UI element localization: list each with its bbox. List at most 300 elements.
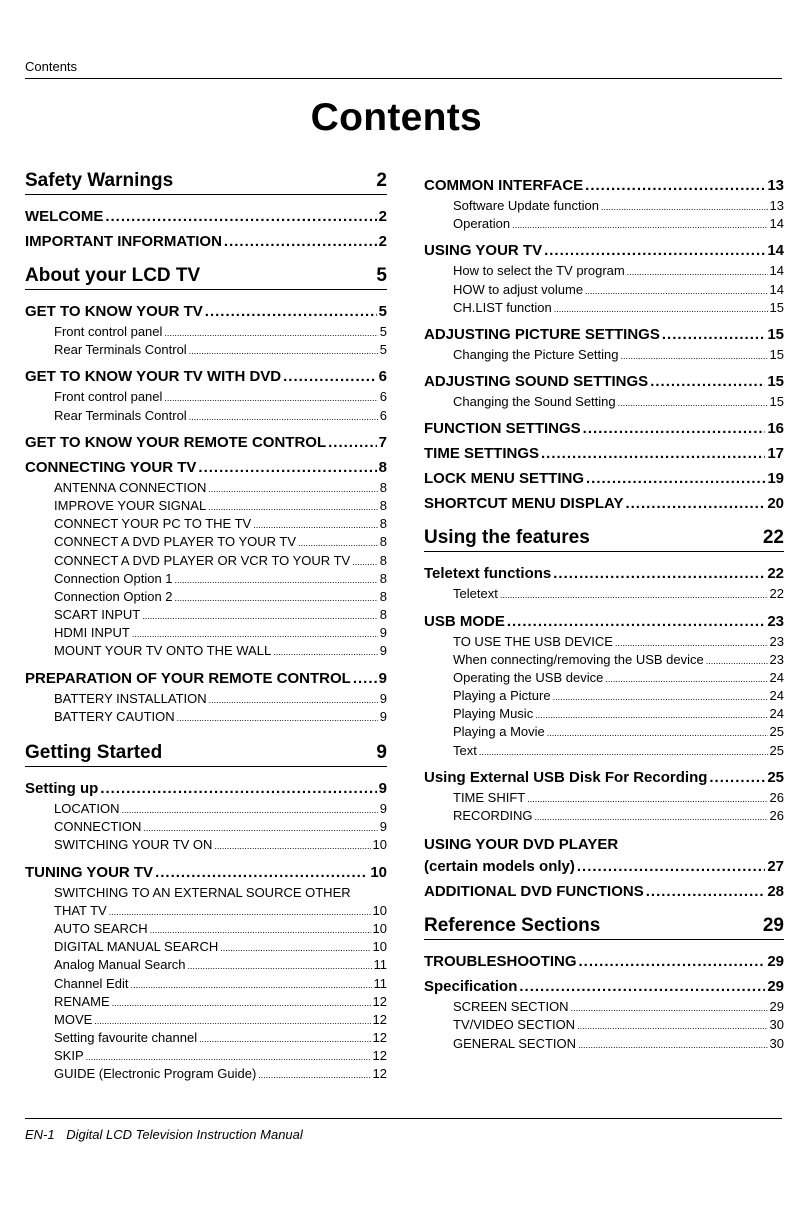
- toc-subentry-improve-your-signal-label: IMPROVE YOUR SIGNAL: [54, 497, 207, 513]
- toc-subentry-connect-a-dvd-player-to-your-tv[interactable]: [25, 534, 387, 552]
- toc-subentry-software-update-function-label: Software Update function: [453, 198, 599, 213]
- toc-entry-shortcut-menu-display-page-number: 20: [767, 495, 784, 513]
- toc-entry-adjusting-picture-settings[interactable]: [424, 319, 784, 344]
- toc-entry-troubleshooting[interactable]: [424, 946, 784, 971]
- toc-subentry-connection-page-number: 9: [379, 819, 387, 835]
- toc-entry-lock-menu-setting-label: LOCK MENU SETTING: [424, 470, 584, 488]
- toc-subentries: [25, 882, 387, 1086]
- dot-leader: [352, 557, 378, 567]
- toc-subentries: [25, 386, 387, 426]
- toc-subentry-connection-option-2[interactable]: [25, 589, 387, 607]
- dot-leader: [130, 980, 371, 990]
- dot-leader: [164, 328, 377, 338]
- toc-subentry-rear-terminals-control[interactable]: [25, 408, 387, 426]
- toc-entry-shortcut-menu-display[interactable]: [424, 488, 784, 513]
- dot-leader: [579, 953, 766, 970]
- toc-subentry-rear-terminals-control-label: Rear Terminals Control: [54, 407, 187, 423]
- toc-subentry-scart-input-label: SCART INPUT: [54, 607, 141, 623]
- toc-subentry-connect-your-pc-to-the-tv[interactable]: [25, 516, 387, 534]
- toc-subentry-when-connecting-removing-the-usb-device[interactable]: [424, 652, 784, 670]
- toc-subentry-front-control-panel-label: Front control panel: [54, 324, 163, 339]
- toc-subentry-when-connecting-removing-the-usb-device-page-number: 23: [769, 651, 784, 667]
- toc-entry-additional-dvd-functions[interactable]: [424, 876, 784, 901]
- toc-subentry-tv-video-section[interactable]: [424, 1017, 784, 1035]
- dot-leader: [155, 864, 368, 881]
- toc-subentry-improve-your-signal[interactable]: [25, 498, 387, 516]
- dot-leader: [164, 393, 377, 403]
- toc-subentry-analog-manual-search-label: Analog Manual Search: [54, 957, 186, 973]
- toc-subentry-rename-label: RENAME: [54, 993, 110, 1009]
- toc-entry-teletext-functions-page-number: 22: [767, 565, 784, 583]
- dot-leader: [578, 1040, 767, 1050]
- toc-entry-welcome-label: WELCOME: [25, 208, 104, 225]
- toc-entry-using-external-usb-disk-for-recording-label: Using External USB Disk For Recording: [424, 768, 708, 786]
- toc-subentry-hdmi-input-page-number: 9: [379, 625, 387, 641]
- toc-entry-specification[interactable]: [424, 971, 784, 996]
- toc-entry-using-your-dvd-player[interactable]: [424, 833, 784, 876]
- toc-subentry-connection-option-2-page-number: 8: [379, 588, 387, 604]
- toc-subentry-operating-the-usb-device[interactable]: [424, 670, 784, 688]
- dot-leader: [132, 629, 378, 639]
- toc-subentry-when-connecting-removing-the-usb-device-label: When connecting/removing the USB device: [453, 651, 704, 667]
- footer-manual-title: Digital LCD Television Instruction Manual: [66, 1127, 303, 1142]
- toc-entry-setting-up[interactable]: [25, 773, 387, 798]
- footer: [25, 1127, 303, 1142]
- toc-entry-common-interface-page-number: 13: [767, 177, 784, 194]
- toc-entry-teletext-functions[interactable]: [424, 558, 784, 583]
- toc-entry-get-to-know-your-tv-page-number: 5: [378, 303, 387, 320]
- toc-entry-teletext-functions-label: Teletext functions: [424, 565, 552, 583]
- toc-subentry-changing-the-picture-setting[interactable]: [424, 347, 784, 365]
- toc-subentry-analog-manual-search-page-number: 11: [373, 957, 387, 973]
- toc-entry-page-number: 27: [767, 858, 784, 876]
- toc-subentry-connection-option-1-label: Connection Option 1: [54, 570, 173, 586]
- dot-leader: [500, 590, 768, 600]
- toc-entry-get-to-know-your-tv[interactable]: [25, 296, 387, 321]
- toc-subentry-setting-favourite-channel[interactable]: [25, 1030, 387, 1048]
- toc-entry-setting-up-label: Setting up: [25, 780, 99, 797]
- dot-leader: [541, 445, 765, 462]
- toc-subentry-that-tv-page-number: 10: [372, 902, 387, 918]
- toc-subentry-switching-your-tv-on[interactable]: [25, 837, 387, 855]
- toc-entry-adjusting-sound-settings[interactable]: [424, 366, 784, 391]
- toc-subentry-antenna-connection-label: ANTENNA CONNECTION: [54, 479, 207, 495]
- toc-entry-get-to-know-your-tv-with-dvd[interactable]: [25, 361, 387, 386]
- toc-subentry-skip[interactable]: [25, 1048, 387, 1066]
- toc-entry-get-to-know-your-tv-with-dvd-label: GET TO KNOW YOUR TV WITH DVD: [25, 368, 282, 386]
- dot-leader: [224, 233, 377, 250]
- toc-subentry-connect-a-dvd-player-or-vcr-to-your-tv[interactable]: [25, 553, 387, 571]
- toc-entry-get-to-know-your-remote-control-page-number: 7: [378, 433, 387, 451]
- dot-leader: [209, 695, 378, 705]
- toc-entry-preparation-of-your-remote-control-page-number: 9: [378, 669, 387, 687]
- toc-subentry-auto-search-page-number: 10: [372, 920, 387, 936]
- toc-entry-connecting-your-tv[interactable]: [25, 452, 387, 477]
- toc-subentry-antenna-connection-page-number: 8: [379, 479, 387, 495]
- dot-leader: [554, 304, 768, 314]
- dot-leader: [177, 713, 378, 723]
- toc-subentry-general-section-label: GENERAL SECTION: [453, 1035, 577, 1051]
- toc-subentry-rear-terminals-control-page-number: 5: [379, 342, 387, 358]
- toc-subentry-software-update-function-page-number: 13: [769, 198, 784, 213]
- toc-subentry-skip-label: SKIP: [54, 1048, 84, 1064]
- toc-entry-tuning-your-tv[interactable]: [25, 857, 387, 882]
- dot-leader: [253, 520, 378, 530]
- toc-subentry-general-section-page-number: 30: [769, 1035, 784, 1051]
- toc-entry-get-to-know-your-tv-with-dvd-page-number: 6: [378, 368, 387, 386]
- toc-subentry-digital-manual-search[interactable]: [25, 939, 387, 957]
- toc-subentry-battery-caution[interactable]: [25, 709, 387, 727]
- toc-subentry-operation-page-number: 14: [769, 216, 784, 232]
- toc-subentry-operation[interactable]: [424, 216, 784, 234]
- toc-subentry-playing-music-label: Playing Music: [453, 706, 534, 722]
- toc-subentries: [424, 260, 784, 319]
- dot-leader: [534, 812, 767, 822]
- bottom-rule: [25, 1118, 782, 1119]
- dot-leader: [100, 780, 376, 797]
- toc-subentry-switching-to-an-external-source-other[interactable]: [25, 885, 387, 903]
- toc-subentry-rename-page-number: 12: [372, 993, 387, 1009]
- toc-entry-lock-menu-setting-page-number: 19: [767, 470, 784, 488]
- toc-subentry-screen-section[interactable]: [424, 999, 784, 1017]
- toc-subentry-text[interactable]: [424, 743, 784, 761]
- dot-leader: [535, 710, 767, 720]
- toc-subentry-software-update-function[interactable]: [424, 198, 784, 216]
- dot-leader: [142, 611, 378, 621]
- section-heading-label: Getting Started: [25, 742, 163, 763]
- toc-subentry-location-label: LOCATION: [54, 801, 120, 816]
- dot-leader: [175, 575, 378, 585]
- toc-subentry-switching-your-tv-on-label: SWITCHING YOUR TV ON: [54, 837, 213, 853]
- toc-entry-time-settings-page-number: 17: [767, 445, 784, 463]
- toc-subentries: [424, 631, 784, 762]
- toc-subentry-changing-the-sound-setting[interactable]: [424, 394, 784, 412]
- dot-leader: [189, 412, 378, 422]
- toc-entry-preparation-of-your-remote-control[interactable]: [25, 663, 387, 688]
- toc-subentry-playing-a-picture-page-number: 24: [769, 688, 784, 704]
- toc-subentry-guide-electronic-program-guide-page-number: 12: [372, 1066, 387, 1082]
- running-head: Contents: [25, 59, 78, 74]
- toc-entry-connecting-your-tv-label: CONNECTING YOUR TV: [25, 458, 197, 476]
- toc-subentry-hdmi-input[interactable]: [25, 625, 387, 643]
- dot-leader: [109, 907, 371, 917]
- toc-entry-usb-mode-label: USB MODE: [424, 612, 505, 630]
- toc-subentries: [424, 344, 784, 366]
- toc-subentry-playing-a-movie[interactable]: [424, 724, 784, 742]
- toc-subentry-connect-a-dvd-player-or-vcr-to-your-tv-label: CONNECT A DVD PLAYER OR VCR TO YOUR TV: [54, 552, 351, 568]
- toc-subentry-operating-the-usb-device-page-number: 24: [769, 669, 784, 685]
- toc-subentry-playing-a-picture[interactable]: [424, 688, 784, 706]
- toc-subentry-skip-page-number: 12: [372, 1048, 387, 1064]
- toc-subentry-to-use-the-usb-device[interactable]: [424, 634, 784, 652]
- dot-leader: [507, 613, 765, 630]
- toc-subentry-battery-installation[interactable]: [25, 691, 387, 709]
- toc-subentry-front-control-panel-label: Front control panel: [54, 389, 163, 405]
- toc-entry-shortcut-menu-display-label: SHORTCUT MENU DISPLAY: [424, 495, 624, 513]
- toc-subentry-connection-option-2-label: Connection Option 2: [54, 588, 173, 604]
- toc-entry-using-your-tv[interactable]: [424, 235, 784, 260]
- toc-subentry-auto-search[interactable]: [25, 921, 387, 939]
- dot-leader: [706, 656, 768, 666]
- dot-leader: [585, 286, 767, 296]
- toc-subentry-digital-manual-search-label: DIGITAL MANUAL SEARCH: [54, 939, 219, 955]
- toc-subentry-recording[interactable]: [424, 808, 784, 826]
- toc-entry-using-external-usb-disk-for-recording-page-number: 25: [767, 768, 784, 786]
- toc-entry-time-settings-label: TIME SETTINGS: [424, 445, 540, 463]
- dot-leader: [650, 373, 765, 390]
- toc-subentry-screen-section-label: SCREEN SECTION: [453, 999, 569, 1015]
- dot-leader: [122, 805, 378, 815]
- toc-subentry-operation-label: Operation: [453, 216, 511, 232]
- toc-subentry-switching-to-an-external-source-other-label: SWITCHING TO AN EXTERNAL SOURCE OTHER: [54, 884, 351, 900]
- dot-leader: [208, 502, 378, 512]
- dot-leader: [188, 961, 372, 971]
- toc-entry-welcome-page-number: 2: [378, 208, 387, 225]
- toc-entry-get-to-know-your-remote-control[interactable]: [25, 427, 387, 452]
- section-page-number: 22: [762, 527, 784, 549]
- section-heading-getting-started[interactable]: [25, 742, 387, 767]
- toc-entry-get-to-know-your-tv-label: GET TO KNOW YOUR TV: [25, 303, 203, 320]
- dot-leader: [662, 326, 765, 343]
- toc-subentries: [424, 996, 784, 1055]
- toc-entry-setting-up-page-number: 9: [378, 780, 387, 797]
- toc-subentry-changing-the-picture-setting-label: Changing the Picture Setting: [453, 346, 619, 362]
- toc-subentry-how-to-select-the-tv-program-page-number: 14: [769, 263, 784, 279]
- toc-subentry-playing-a-movie-label: Playing a Movie: [453, 724, 545, 740]
- toc-subentry-text-page-number: 25: [769, 742, 784, 758]
- toc-subentry-rear-terminals-control-page-number: 6: [379, 407, 387, 423]
- toc-subentry-operating-the-usb-device-label: Operating the USB device: [453, 669, 604, 685]
- toc-subentry-rename[interactable]: [25, 994, 387, 1012]
- toc-subentry-playing-music-page-number: 24: [769, 706, 784, 722]
- toc-entry-usb-mode-page-number: 23: [767, 612, 784, 630]
- toc-entry-common-interface[interactable]: [424, 170, 784, 195]
- dot-leader: [512, 220, 767, 230]
- toc-subentry-mount-your-tv-onto-the-wall-label: MOUNT YOUR TV ONTO THE WALL: [54, 643, 272, 659]
- toc-entry-using-external-usb-disk-for-recording[interactable]: [424, 762, 784, 787]
- toc-subentry-connection-label: CONNECTION: [54, 819, 142, 835]
- toc-subentry-how-to-adjust-volume-label: HOW to adjust volume: [453, 281, 584, 297]
- toc-subentries: [25, 477, 387, 663]
- toc-subentry-playing-a-picture-label: Playing a Picture: [453, 688, 551, 704]
- toc-subentry-time-shift-page-number: 26: [769, 789, 784, 805]
- dot-leader: [544, 242, 765, 259]
- dot-leader: [220, 943, 370, 953]
- toc-entry-time-settings[interactable]: [424, 438, 784, 463]
- toc-subentry-analog-manual-search[interactable]: [25, 957, 387, 975]
- toc-subentry-ch-list-function-label: CH.LIST function: [453, 299, 552, 315]
- toc-subentry-connect-your-pc-to-the-tv-label: CONNECT YOUR PC TO THE TV: [54, 516, 252, 532]
- toc-subentry-improve-your-signal-page-number: 8: [379, 497, 387, 513]
- toc-subentry-time-shift-label: TIME SHIFT: [453, 789, 526, 805]
- toc-subentries: [424, 583, 784, 605]
- toc-subentry-changing-the-picture-setting-page-number: 15: [769, 346, 784, 362]
- page-title: Contents: [310, 96, 482, 139]
- toc-subentry-scart-input[interactable]: [25, 607, 387, 625]
- toc-entry-adjusting-sound-settings-label: ADJUSTING SOUND SETTINGS: [424, 373, 649, 391]
- toc-subentry-connect-your-pc-to-the-tv-page-number: 8: [379, 516, 387, 532]
- toc-subentry-setting-favourite-channel-label: Setting favourite channel: [54, 1030, 198, 1046]
- toc-subentry-teletext-page-number: 22: [769, 586, 784, 602]
- toc-subentry-tv-video-section-page-number: 30: [769, 1017, 784, 1033]
- toc-subentries: [424, 787, 784, 827]
- dot-leader: [205, 303, 377, 320]
- toc-subentry-connection[interactable]: [25, 819, 387, 837]
- dot-leader: [553, 565, 765, 582]
- toc-entry-additional-dvd-functions-page-number: 28: [767, 883, 784, 901]
- dot-leader: [214, 841, 370, 851]
- toc-entry-preparation-of-your-remote-control-label: PREPARATION OF YOUR REMOTE CONTROL: [25, 669, 351, 687]
- toc-subentry-battery-caution-page-number: 9: [379, 708, 387, 724]
- toc-subentries: [25, 688, 387, 728]
- toc-entry-function-settings-label: FUNCTION SETTINGS: [424, 420, 581, 438]
- toc-entry-function-settings-page-number: 16: [767, 420, 784, 438]
- toc-subentry-general-section[interactable]: [424, 1036, 784, 1054]
- section-heading-about-your-lcd-tv[interactable]: [25, 265, 387, 290]
- toc-entry-line-1: USING YOUR DVD PLAYER: [424, 836, 619, 854]
- toc-entry-connecting-your-tv-page-number: 8: [378, 458, 387, 476]
- dot-leader: [143, 823, 377, 833]
- dot-leader: [189, 346, 378, 356]
- toc-subentry-rear-terminals-control[interactable]: [25, 342, 387, 360]
- toc-subentry-digital-manual-search-page-number: 10: [372, 939, 387, 955]
- toc-subentry-screen-section-page-number: 29: [769, 999, 784, 1015]
- dot-leader: [585, 177, 765, 194]
- toc-subentry-battery-installation-page-number: 9: [379, 690, 387, 706]
- toc-subentry-mount-your-tv-onto-the-wall[interactable]: [25, 643, 387, 661]
- toc-subentry-connect-a-dvd-player-or-vcr-to-your-tv-page-number: 8: [379, 552, 387, 568]
- dot-leader: [86, 1052, 371, 1062]
- section-heading-safety-warnings[interactable]: [25, 170, 387, 195]
- toc-entry-using-your-tv-label: USING YOUR TV: [424, 242, 543, 260]
- section-page-number: 29: [762, 915, 784, 937]
- dot-leader: [553, 692, 768, 702]
- toc-entry-important-information[interactable]: [25, 226, 387, 251]
- toc-subentry-battery-installation-label: BATTERY INSTALLATION: [54, 690, 207, 706]
- toc-entry-using-your-tv-page-number: 14: [767, 242, 784, 260]
- toc-entry-tuning-your-tv-label: TUNING YOUR TV: [25, 863, 154, 881]
- section-heading-reference-sections[interactable]: [424, 915, 784, 940]
- dot-leader: [199, 1034, 370, 1044]
- toc-subentry-to-use-the-usb-device-label: TO USE THE USB DEVICE: [453, 633, 613, 649]
- toc-subentry-how-to-adjust-volume-page-number: 14: [769, 281, 784, 297]
- dot-leader: [627, 267, 768, 277]
- toc-entry-usb-mode[interactable]: [424, 606, 784, 631]
- toc-subentry-text-label: Text: [453, 742, 477, 758]
- toc-subentry-that-tv[interactable]: [25, 903, 387, 921]
- toc-subentries: [25, 798, 387, 857]
- section-heading-label: Reference Sections: [424, 915, 601, 937]
- toc-subentry-switching-your-tv-on-page-number: 10: [372, 837, 387, 853]
- section-heading-label: About your LCD TV: [25, 265, 201, 286]
- toc-subentry-recording-label: RECORDING: [453, 808, 533, 823]
- dot-leader: [258, 1070, 370, 1080]
- toc-entry-function-settings[interactable]: [424, 413, 784, 438]
- toc-entry-adjusting-picture-settings-label: ADJUSTING PICTURE SETTINGS: [424, 325, 660, 343]
- toc-subentry-antenna-connection[interactable]: [25, 480, 387, 498]
- toc-subentry-setting-favourite-channel-page-number: 12: [372, 1030, 387, 1046]
- toc-subentry-move[interactable]: [25, 1012, 387, 1030]
- dot-leader: [605, 674, 767, 684]
- dot-leader: [625, 495, 765, 512]
- toc-subentry-front-control-panel[interactable]: [25, 389, 387, 407]
- dot-leader: [208, 484, 377, 494]
- top-rule: [25, 78, 782, 79]
- toc-entry-adjusting-picture-settings-page-number: 15: [767, 325, 784, 343]
- dot-leader: [519, 978, 765, 995]
- toc-subentries: [424, 391, 784, 413]
- toc-entry-troubleshooting-page-number: 29: [767, 953, 784, 971]
- toc-subentry-channel-edit-label: Channel Edit: [54, 975, 129, 991]
- toc-subentry-scart-input-page-number: 8: [379, 607, 387, 623]
- dot-leader: [577, 858, 765, 875]
- toc-subentry-to-use-the-usb-device-page-number: 23: [769, 633, 784, 649]
- toc-subentry-teletext[interactable]: [424, 586, 784, 604]
- toc-entry-troubleshooting-label: TROUBLESHOOTING: [424, 953, 577, 971]
- toc-entry-specification-label: Specification: [424, 978, 518, 996]
- toc-subentry-changing-the-sound-setting-label: Changing the Sound Setting: [453, 394, 616, 410]
- dot-leader: [105, 208, 376, 225]
- toc-subentries: [25, 321, 387, 361]
- toc-subentry-connection-option-1-page-number: 8: [379, 570, 387, 586]
- dot-leader: [328, 434, 377, 451]
- toc-subentry-recording-page-number: 26: [769, 808, 784, 823]
- toc-entry-common-interface-label: COMMON INTERFACE: [424, 177, 584, 194]
- dot-leader: [583, 420, 766, 437]
- section-heading-using-the-features[interactable]: [424, 527, 784, 552]
- dot-leader: [527, 794, 767, 804]
- toc-entry-adjusting-sound-settings-page-number: 15: [767, 373, 784, 391]
- toc-subentry-hdmi-input-label: HDMI INPUT: [54, 625, 130, 641]
- toc-subentry-teletext-label: Teletext: [453, 586, 498, 602]
- toc-subentry-location[interactable]: [25, 801, 387, 819]
- toc-entry-tuning-your-tv-page-number: 10: [370, 863, 387, 881]
- toc-right-column: [424, 170, 784, 1055]
- dot-leader: [150, 925, 371, 935]
- toc-entry-line-2: [424, 853, 784, 876]
- toc-subentry-guide-electronic-program-guide-label: GUIDE (Electronic Program Guide): [54, 1066, 257, 1082]
- dot-leader: [646, 883, 766, 900]
- dot-leader: [621, 351, 768, 361]
- dot-leader: [94, 1016, 370, 1026]
- toc-subentry-channel-edit[interactable]: [25, 976, 387, 994]
- dot-leader: [283, 368, 377, 385]
- dot-leader: [618, 398, 768, 408]
- toc-subentry-time-shift[interactable]: [424, 790, 784, 808]
- toc-subentry-guide-electronic-program-guide[interactable]: [25, 1066, 387, 1084]
- toc-subentry-rear-terminals-control-label: Rear Terminals Control: [54, 342, 187, 358]
- toc-subentry-connection-option-1[interactable]: [25, 571, 387, 589]
- toc-subentry-battery-caution-label: BATTERY CAUTION: [54, 708, 175, 724]
- toc-subentry-how-to-select-the-tv-program[interactable]: [424, 263, 784, 281]
- toc-entry-welcome[interactable]: [25, 201, 387, 226]
- toc-subentry-ch-list-function-page-number: 15: [769, 299, 784, 315]
- toc-subentry-how-to-adjust-volume[interactable]: [424, 282, 784, 300]
- toc-entry-specification-page-number: 29: [767, 978, 784, 996]
- toc-subentry-front-control-panel[interactable]: [25, 324, 387, 342]
- dot-leader: [615, 638, 768, 648]
- toc-subentry-channel-edit-page-number: 11: [373, 975, 387, 991]
- toc-subentry-playing-music[interactable]: [424, 706, 784, 724]
- toc-subentry-how-to-select-the-tv-program-label: How to select the TV program: [453, 263, 625, 279]
- toc-entry-additional-dvd-functions-label: ADDITIONAL DVD FUNCTIONS: [424, 883, 644, 901]
- toc-subentry-ch-list-function[interactable]: [424, 300, 784, 318]
- toc-subentry-location-page-number: 9: [379, 801, 387, 816]
- toc-entry-lock-menu-setting[interactable]: [424, 463, 784, 488]
- section-heading-label: Safety Warnings: [25, 170, 174, 191]
- dot-leader: [571, 1003, 768, 1013]
- toc-subentry-move-label: MOVE: [54, 1011, 93, 1027]
